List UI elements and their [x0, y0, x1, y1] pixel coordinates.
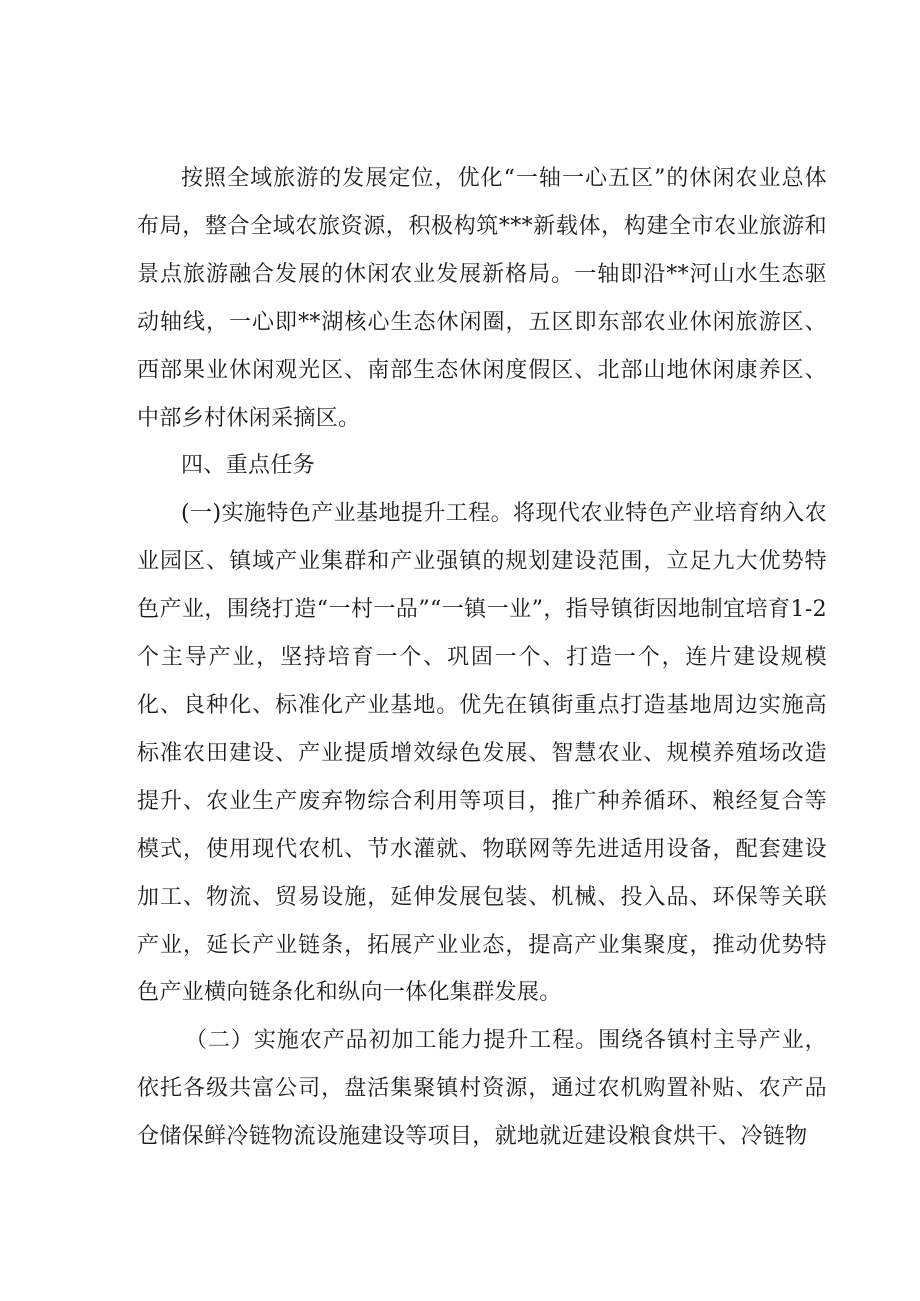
- document-body: [137, 155, 827, 1161]
- paragraph-layout-overview: 按照全域旅游的发展定位，优化“一轴一心五区”的休闲农业总体布局，整合全域农旅资源，积极构筑***新载体，构建全市农业旅游和景点旅游融合发展的休闲农业发展新格局。一轴即沿**河山水生态驱动轴线，一心即**湖核心生态休闲圈，五区即东部农业休闲旅游区、西部果业休闲观光区、南部生态休闲度假区、北部山地休闲康养区、中部乡村休闲采摘区。: [137, 166, 827, 431]
- section-heading-key-tasks: 四、重点任务: [181, 453, 316, 479]
- paragraph-task-one: (一)实施特色产业基地提升工程。将现代农业特色产业培育纳入农业园区、镇域产业集群和产业强镇的规划建设范围，立足九大优势特色产业，围绕打造“一村一品”“一镇一业”，指导镇街因地制宜培育1-2个主导产业，坚持培育一个、巩固一个、打造一个，连片建设规模化、良种化、标准化产业基地。优先在镇街重点打造基地周边实施高标准农田建设、产业提质增效绿色发展、智慧农业、规模养殖场改造提升、农业生产废弃物综合利用等项目，推广种养循环、粮经复合等模式，使用现代农机、节水灌就、物联网等先进适用设备，配套建设加工、物流、贸易设施，延伸发展包装、机械、投入品、环保等关联产业，延长产业链条，拓展产业业态，提高产业集聚度，推动优势特色产业横向链条化和纵向一体化集群发展。: [137, 501, 827, 1006]
- paragraph-task-two: （二）实施农产品初加工能力提升工程。围绕各镇村主导产业，依托各级共富公司，盘活集聚镇村资源，通过农机购置补贴、农产品仓储保鲜冷链物流设施建设等项目，就地就近建设粮食烘干、冷链物: [137, 1028, 827, 1150]
